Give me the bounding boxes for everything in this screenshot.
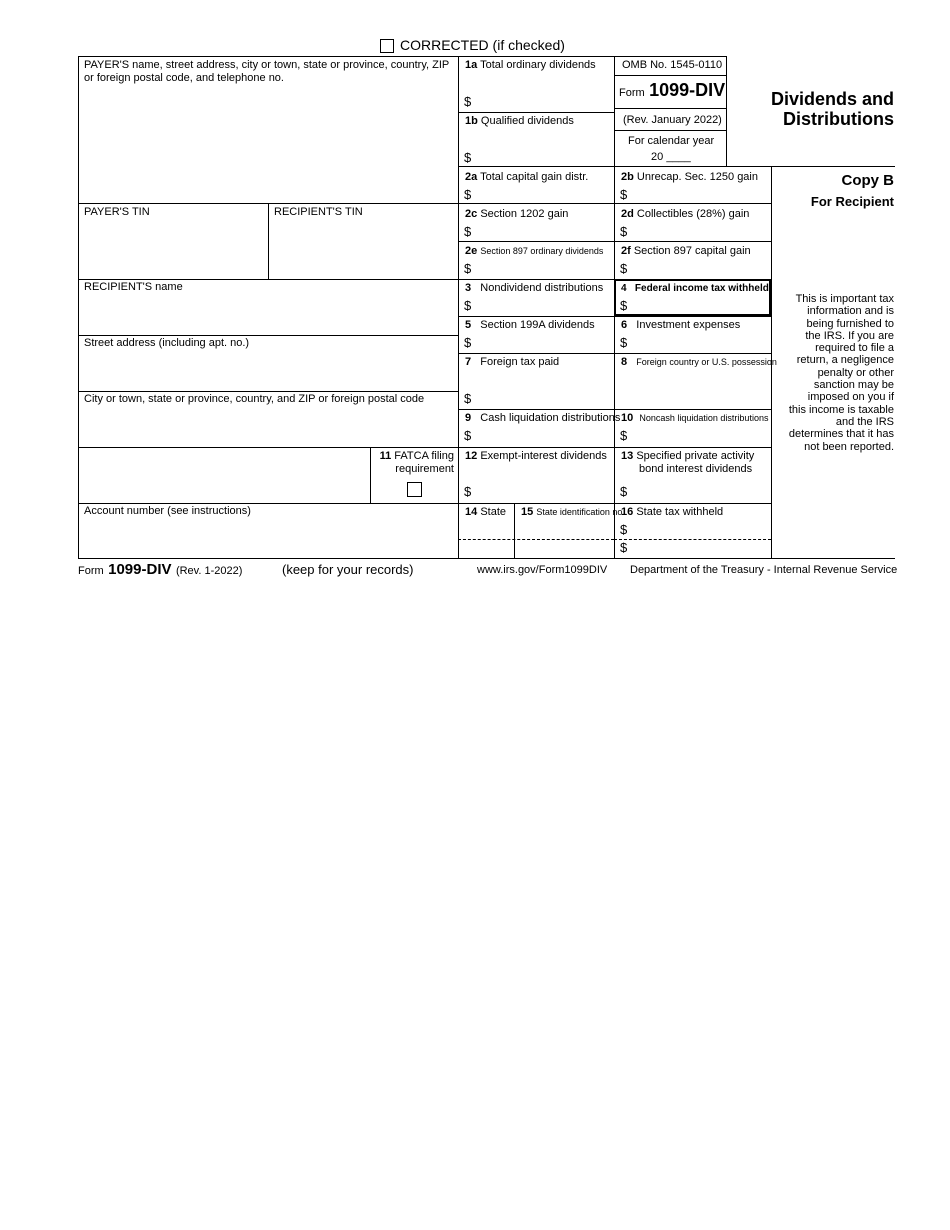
footer-form-id: Form 1099-DIV (Rev. 1-2022) [78, 561, 243, 578]
state-dash-line-2 [614, 539, 771, 540]
line-4-bottom [614, 316, 771, 317]
account-number-label: Account number (see instructions) [84, 505, 251, 517]
box-10-label: 10 Noncash liquidation distributions [621, 412, 769, 424]
box-9-label: 9 Cash liquidation distributions [465, 412, 621, 424]
box-3-dollar: $ [464, 298, 472, 313]
box-2d-dollar: $ [620, 224, 628, 239]
box-10-input[interactable] [630, 427, 768, 445]
street-address-label: Street address (including apt. no.) [84, 337, 250, 349]
line-2e-bottom [458, 279, 614, 280]
box-9-dollar: $ [464, 428, 472, 443]
divider-omb-right [726, 56, 727, 166]
line-1b-bottom [458, 166, 614, 167]
city-field[interactable] [80, 408, 456, 445]
box-6-input[interactable] [630, 334, 768, 351]
box-1b-label: 1b Qualified dividends [465, 115, 574, 127]
box-1a-input[interactable] [474, 90, 610, 110]
calendar-year-value: 20 ____ [651, 151, 691, 163]
form-rev-date: (Rev. January 2022) [623, 114, 722, 126]
box-4-label: 4 Federal income tax withheld [621, 283, 769, 294]
box-6-dollar: $ [620, 335, 628, 350]
recipient-tin-label: RECIPIENT'S TIN [274, 206, 363, 218]
box-1a-dollar: $ [464, 94, 472, 109]
line-rev-bottom [614, 130, 726, 131]
box-2b-dollar: $ [620, 187, 628, 202]
line-10-top [614, 409, 771, 410]
street-address-field[interactable] [80, 352, 456, 389]
box-2c-label: 2c Section 1202 gain [465, 208, 569, 220]
line-2b-bottom [614, 203, 771, 204]
line-street-bottom [78, 391, 458, 392]
box-5-dollar: $ [464, 335, 472, 350]
box-6-label: 6 Investment expenses [621, 319, 741, 331]
important-tax-notice: This is important tax information and is being furnished to the IRS. If you are required to file a return, a negligence penalty or other sanction may be imposed on you if this income is taxable and the IRS determines that it has not been reported. [788, 293, 894, 453]
box-14-label: 14 State [465, 506, 506, 518]
divider-fatca [370, 447, 371, 503]
box-5-input[interactable] [474, 334, 610, 351]
box-12-label: 12 Exempt-interest dividends [465, 450, 607, 462]
payer-name-label-1: PAYER'S name, street address, city or town, state or province, country, ZIP [84, 59, 450, 71]
line-tin-bottom [78, 279, 458, 280]
form-left-border [78, 56, 79, 558]
box-2a-dollar: $ [464, 187, 472, 202]
form-bottom-border [78, 558, 895, 559]
divider-tins [268, 203, 269, 279]
fatca-checkbox[interactable] [407, 482, 422, 497]
box-1a-label: 1a Total ordinary dividends [465, 59, 596, 71]
line-9-bottom [458, 447, 614, 448]
payer-tin-label: PAYER'S TIN [84, 206, 150, 218]
box-2e-dollar: $ [464, 261, 472, 276]
box-1b-input[interactable] [474, 146, 610, 164]
box-4-input[interactable] [630, 297, 766, 313]
line-city-bottom [78, 447, 458, 448]
calendar-year-label: For calendar year [628, 135, 715, 147]
account-number-field[interactable] [80, 520, 456, 556]
box-13-label-1: 13 Specified private activity [621, 450, 755, 462]
box-11-label-2: requirement [395, 463, 454, 475]
box-14-input[interactable] [460, 520, 512, 538]
omb-number: OMB No. 1545-0110 [622, 59, 723, 71]
corrected-checkbox[interactable] [380, 39, 394, 53]
line-formnum-bottom [614, 108, 726, 109]
recipient-name-field[interactable] [80, 296, 456, 333]
box-5-label: 5 Section 199A dividends [465, 319, 595, 331]
footer-keep-records: (keep for your records) [282, 562, 414, 577]
box-8-label: 8 Foreign country or U.S. possession [621, 356, 777, 368]
box-15-label: 15 State identification no. [521, 506, 625, 518]
box-8-input[interactable] [618, 372, 768, 407]
payer-tin-field[interactable] [80, 222, 266, 277]
box-2d-input[interactable] [630, 223, 768, 239]
box-2b-label: 2b Unrecap. Sec. 1250 gain [621, 171, 758, 183]
box-16-dollar-2: $ [620, 540, 628, 555]
box-12-dollar: $ [464, 484, 472, 499]
box-15-input[interactable] [516, 520, 612, 538]
box-1b-dollar: $ [464, 150, 472, 165]
divider-state [514, 503, 515, 558]
box-7-input[interactable] [474, 388, 610, 407]
box-2d-label: 2d Collectibles (28%) gain [621, 208, 750, 220]
box-7-dollar: $ [464, 391, 472, 406]
city-label: City or town, state or province, country, and ZIP or foreign postal code [84, 393, 425, 405]
recipient-tin-field[interactable] [270, 222, 456, 277]
form-title-line-2: Distributions [783, 109, 894, 129]
form-number-heading: Form 1099-DIV [619, 80, 726, 100]
box-16-label: 16 State tax withheld [621, 506, 724, 518]
line-2a-bottom [458, 203, 614, 204]
box-3-input[interactable] [474, 297, 610, 314]
line-3-bottom [458, 316, 614, 317]
line-12-bottom [458, 503, 614, 504]
box-2a-label: 2a Total capital gain distr. [465, 171, 589, 183]
box-7-label: 7 Foreign tax paid [465, 356, 560, 368]
divider-payer-amounts [458, 56, 459, 558]
box-2e-input[interactable] [474, 260, 610, 277]
box-2f-dollar: $ [620, 261, 628, 276]
box-11-label-1: 11 FATCA filing [379, 450, 454, 462]
corrected-label: CORRECTED (if checked) [400, 37, 565, 53]
box-2f-input[interactable] [630, 260, 768, 277]
box-9-input[interactable] [474, 427, 610, 445]
box-10-dollar: $ [620, 428, 628, 443]
line-2c-bottom [458, 241, 614, 242]
line-year-bottom [614, 166, 895, 167]
box-2c-input[interactable] [474, 223, 610, 239]
line-7-bottom [458, 409, 614, 410]
line-5-bottom [458, 353, 614, 354]
box-13-label-2: bond interest dividends [639, 463, 753, 475]
line-10-bottom [614, 447, 771, 448]
payer-name-label-2: or foreign postal code, and telephone no. [84, 72, 284, 84]
footer-department: Department of the Treasury - Internal Revenue Service [630, 564, 898, 576]
footer-url[interactable]: www.irs.gov/Form1099DIV [477, 564, 608, 576]
box-4-dollar: $ [620, 298, 628, 313]
box-2a-input[interactable] [474, 185, 610, 201]
recipient-name-label: RECIPIENT'S name [84, 281, 183, 293]
box-13-dollar: $ [620, 484, 628, 499]
form-title-line-1: Dividends and [770, 89, 894, 109]
copy-b-label: Copy B [841, 172, 894, 189]
line-2d-bottom [614, 241, 771, 242]
for-recipient-label: For Recipient [810, 194, 894, 209]
line-payer-bottom [78, 203, 458, 204]
box-13-input[interactable] [630, 482, 768, 501]
form-top-border [78, 56, 726, 57]
payer-name-field[interactable] [80, 88, 456, 201]
box-2e-label: 2e Section 897 ordinary dividends [465, 245, 604, 257]
box-12-input[interactable] [474, 482, 610, 501]
box-3-label: 3 Nondividend distributions [465, 282, 604, 294]
line-name-bottom [78, 335, 458, 336]
box-16-dollar-1: $ [620, 522, 628, 537]
line-1a-bottom [458, 112, 614, 113]
state-dash-line-1 [458, 539, 614, 540]
box-2f-label: 2f Section 897 capital gain [621, 245, 751, 257]
line-6-bottom [614, 353, 771, 354]
line-omb-bottom [614, 75, 726, 76]
line-fatca-bottom [78, 503, 458, 504]
box-16-input[interactable] [630, 520, 768, 538]
box-2c-dollar: $ [464, 224, 472, 239]
line-13-bottom [614, 503, 771, 504]
box-2b-input[interactable] [630, 185, 768, 201]
